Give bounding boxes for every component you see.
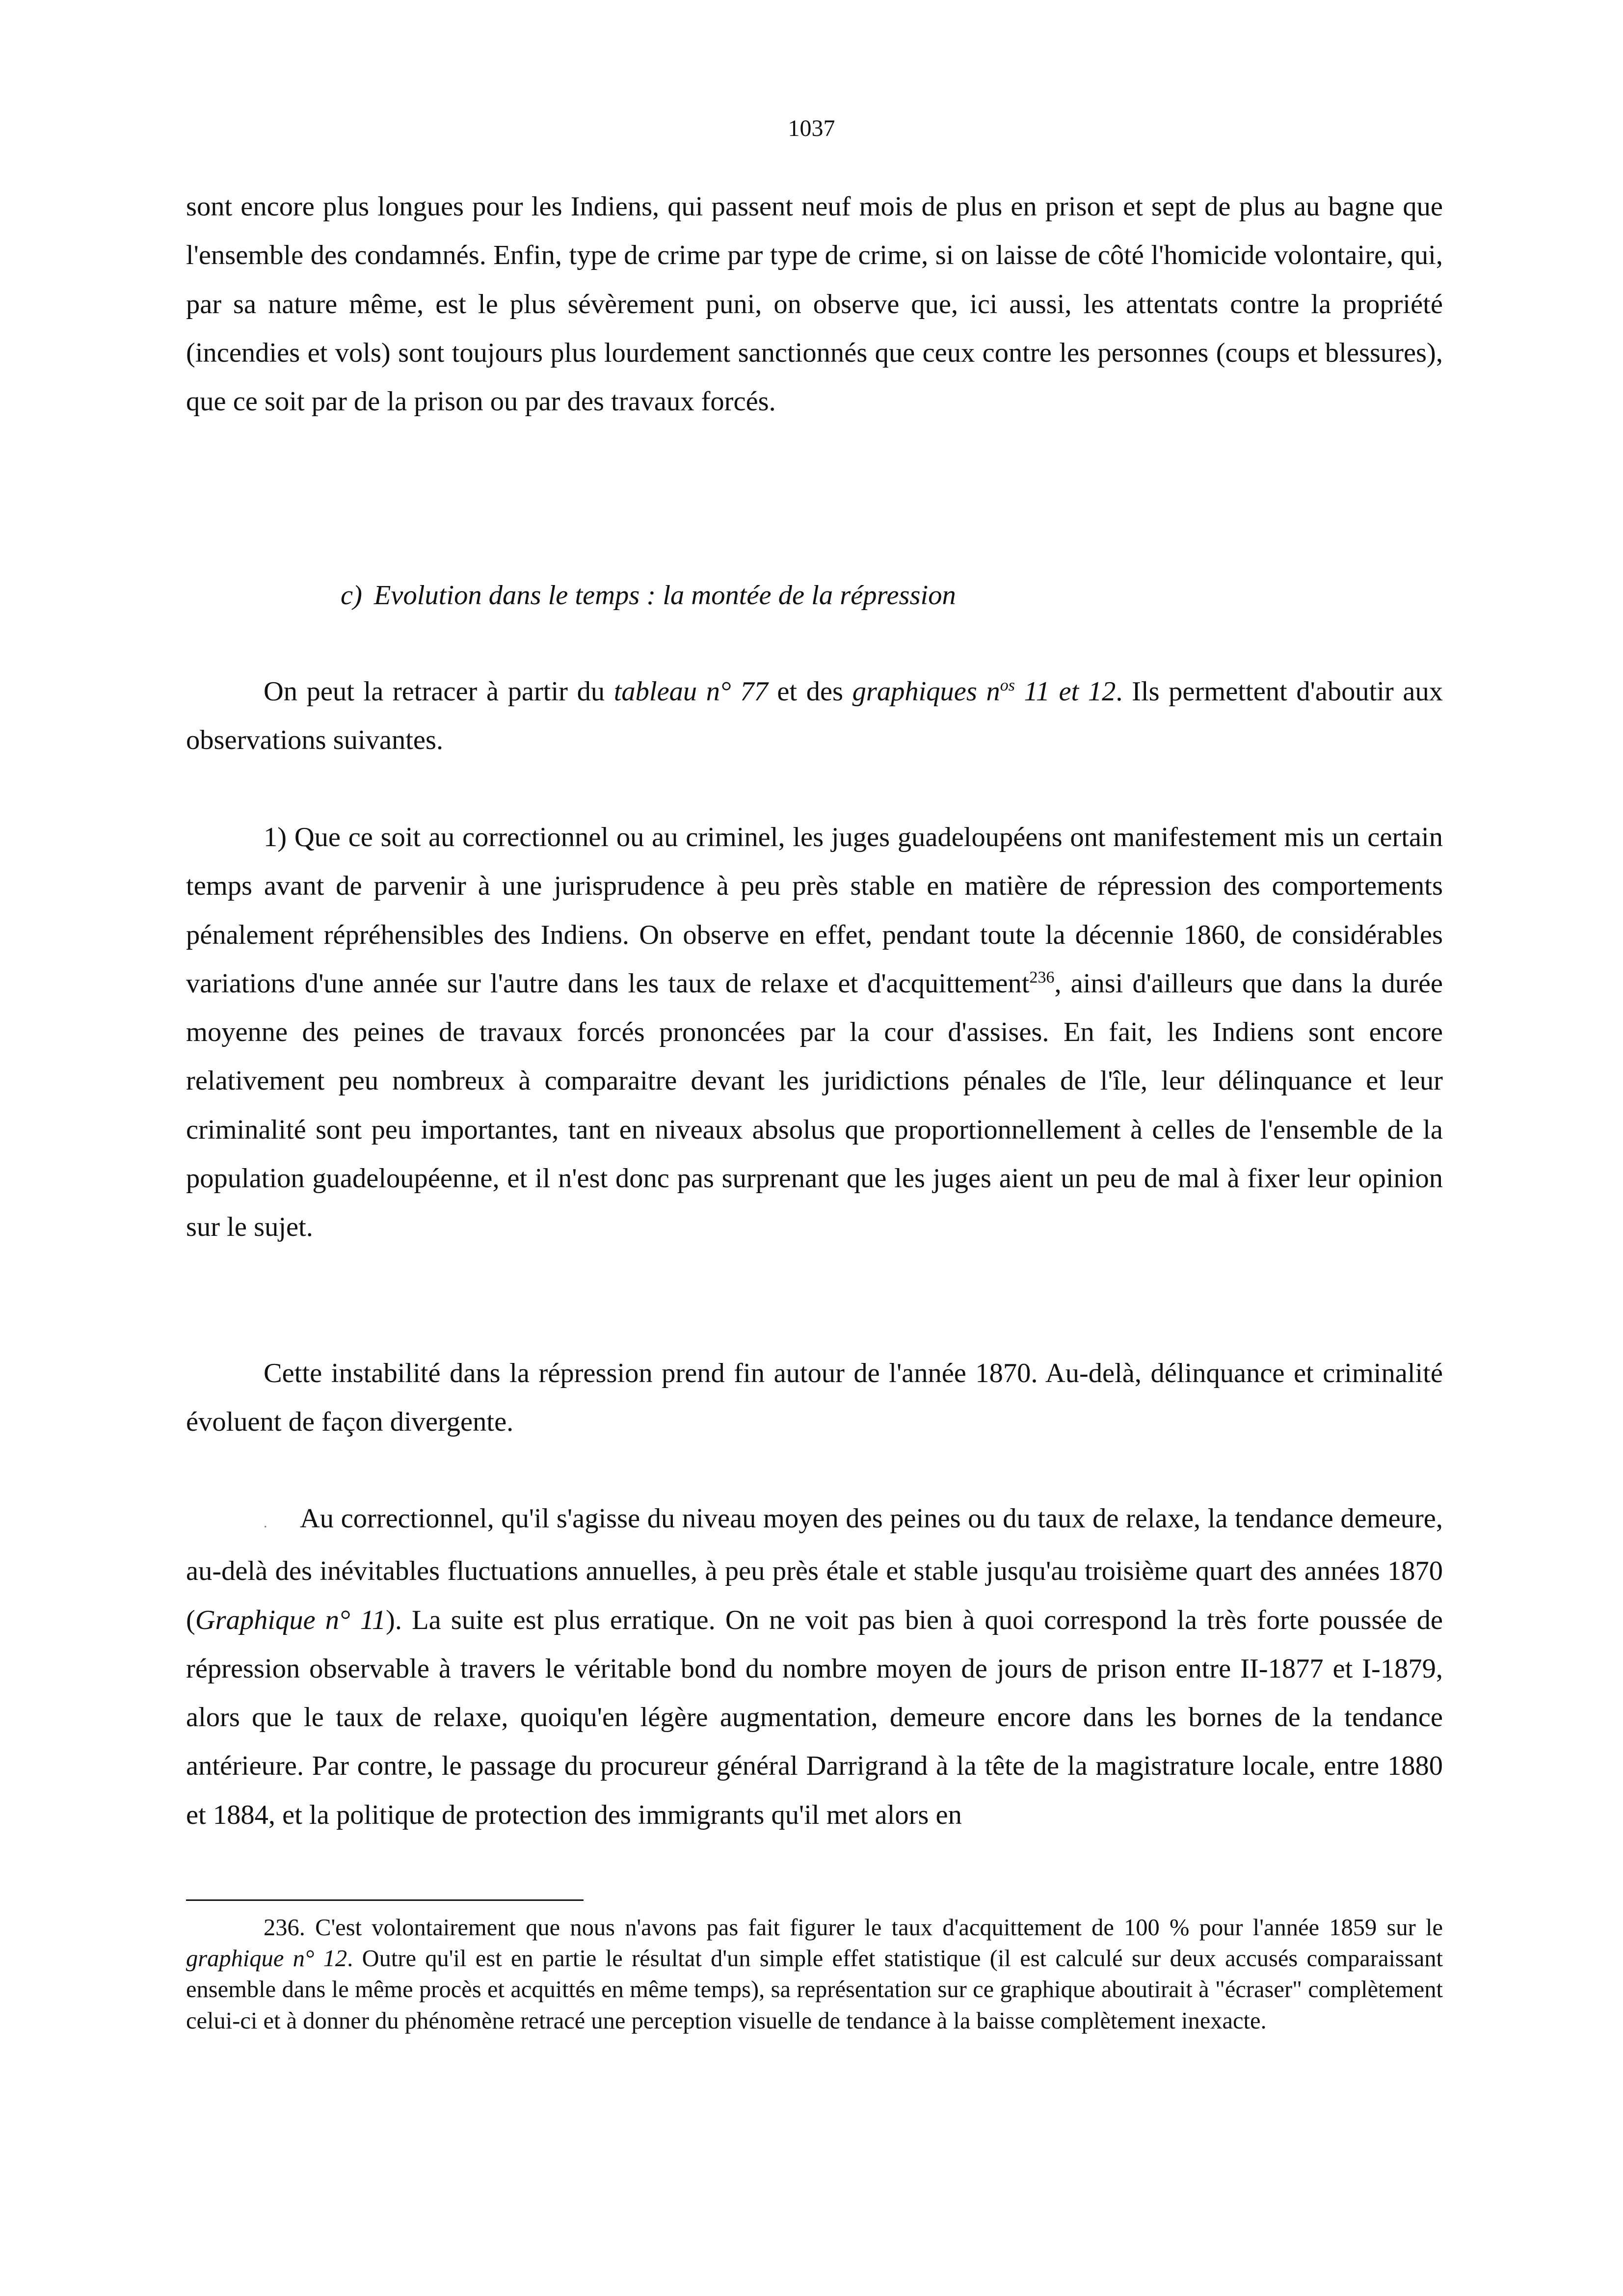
footnote-separator xyxy=(186,1899,584,1901)
paragraph-3-text-b: , ainsi d'ailleurs que dans la durée moyenne des peines de travaux forcés prononcées par la cour d'assises. En fait, les Indiens sont encore relativement peu nombreux à comparaitre devant les juridictions pénales de l'île, leur délinquance et leur criminalité sont peu importantes, tant en niveaux absolus que proportionnellement à celles de l'ensemble de la population guadeloupéenne, et il n'est donc pas surprenant que les juges aient un peu de mal à fixer leur opinion sur le sujet. xyxy=(186,968,1443,1243)
graph-reference-superscript: os xyxy=(1000,676,1015,694)
paragraph-5 xyxy=(186,1495,1443,1840)
paragraph-5-text-a: Au correctionnel, qu'il s'agisse du niveau moyen des peines ou du taux de relaxe, la tendance demeure, au-delà des inévitables fluctuations annuelles, à peu près étale et stable jusqu'au troisième quart des années 1870 ( xyxy=(186,1503,1443,1635)
section-heading-text: Evolution dans le temps : la montée de la répression xyxy=(373,580,956,611)
footnote xyxy=(186,1912,1443,2036)
paragraph-4: Cette instabilité dans la répression prend fin autour de l'année 1870. Au-delà, délinquance et criminalité évoluent de façon divergente. xyxy=(186,1358,1443,1438)
page-number: 1037 xyxy=(788,115,835,141)
section-heading xyxy=(341,571,956,620)
graph-reference-a: graphiques n xyxy=(852,676,1000,707)
paragraph-3-text-a: 1) Que ce soit au correctionnel ou au criminel, les juges guadeloupéens ont manifestement mis un certain temps avant de parvenir à une jurisprudence à peu près stable en matière de répression des comportements pénalement répréhensibles des Indiens. On observe en effet, pendant toute la décennie 1860, de considérables variations d'une année sur l'autre dans les taux de relaxe et d'acquittement xyxy=(186,822,1443,999)
paragraph-5-text-b: ). La suite est plus erratique. On ne voit pas bien à quoi correspond la très forte poussée de répression observable à travers le véritable bond du nombre moyen de jours de prison entre II-1877 et I-1879, alors que le taux de relaxe, quoiqu'en légère augmentation, demeure encore dans les bornes de la tendance antérieure. Par contre, le passage du procureur général Darrigrand à la tête de la magistrature locale, entre 1880 et 1884, et la politique de protection des immigrants qu'il met alors en xyxy=(186,1604,1443,1830)
footnote-graph-reference: graphique n° 12 xyxy=(186,1946,347,1972)
paragraph-2 xyxy=(186,667,1443,765)
graph-reference-b: 11 et 12 xyxy=(1014,676,1116,707)
footnote-text-a: 236. C'est volontairement que nous n'avons pas fait figurer le taux d'acquittement de 100 % pour l'année 1859 sur le xyxy=(264,1915,1443,1941)
paragraph-3 xyxy=(186,813,1443,1252)
paragraph-1: sont encore plus longues pour les Indiens, qui passent neuf mois de plus en prison et sept de plus au bagne que l'ensemble des condamnés. Enfin, type de crime par type de crime, si on laisse de côté l'homicide volontaire, qui, par sa nature même, est le plus sévèrement puni, on observe que, ici aussi, les attentats contre la propriété (incendies et vols) sont toujours plus lourdement sanctionnés que ceux contre les personnes (coups et blessures), que ce soit par de la prison ou par des travaux forcés. xyxy=(186,191,1443,417)
table-reference: tableau n° 77 xyxy=(613,676,768,707)
bullet-dot: . xyxy=(264,1515,267,1531)
footnote-text-b: . Outre qu'il est en partie le résultat d'un simple effet statistique (il est calculé sur deux accusés comparaissant ensemble dans le même procès et acquittés en même temps), sa représentation sur ce graphique aboutirait à "écraser" complètement celui-ci et à donner du phénomène retracé une perception visuelle de tendance à la baisse complètement inexacte. xyxy=(186,1946,1443,2034)
paragraph-2-text-b: et des xyxy=(768,676,852,707)
section-heading-number: c) xyxy=(341,580,362,611)
paragraph-2-text-c: . Ils permettent d'aboutir aux observations suivantes. xyxy=(186,676,1443,756)
graph-reference xyxy=(852,676,1116,707)
graph-11-reference: Graphique n° 11 xyxy=(195,1604,386,1635)
paragraph-2-text-a: On peut la retracer à partir du xyxy=(264,676,614,707)
footnote-marker: 236 xyxy=(1029,968,1055,987)
